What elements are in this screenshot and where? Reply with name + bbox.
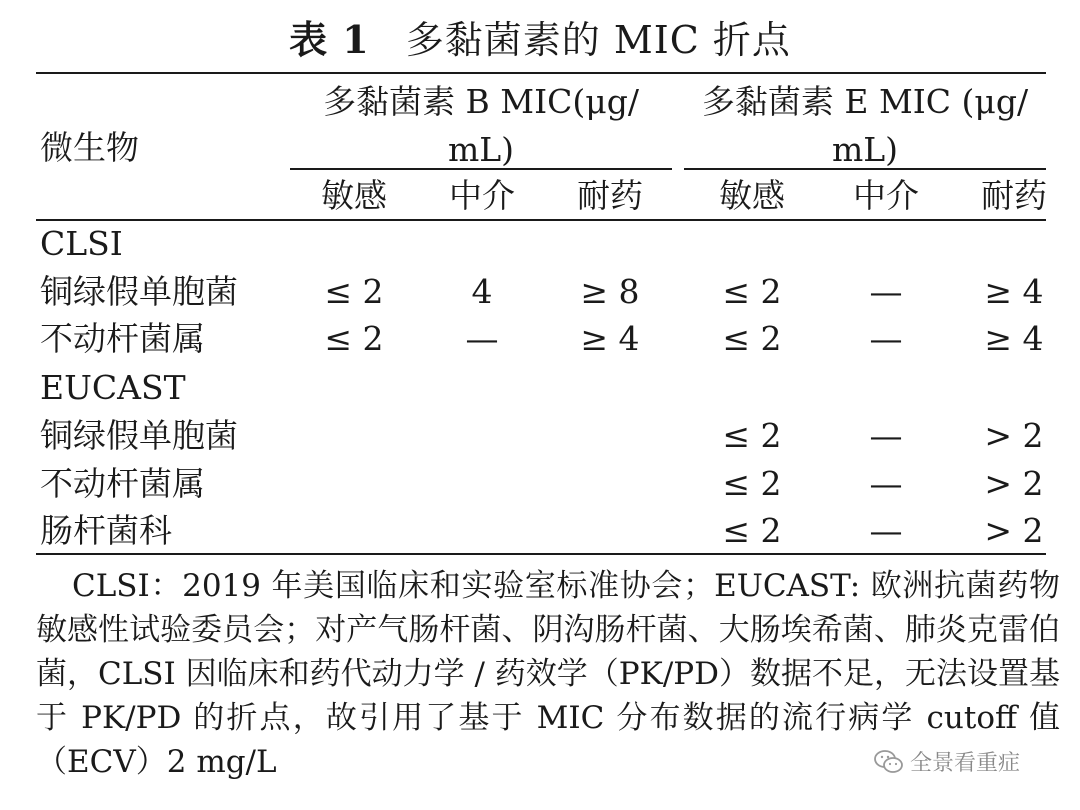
- cell: ≤ 2: [324, 272, 384, 311]
- row-name: 肠杆菌科: [40, 511, 172, 550]
- cell: ≤ 2: [722, 272, 782, 311]
- group-e-header-line2: mL): [831, 130, 899, 169]
- cell: ≤ 2: [722, 464, 782, 503]
- table-footnote: CLSI：2019 年美国临床和实验室标准协会；EUCAST: 欧洲抗菌药物敏感性试验委员会；对产气肠杆菌、阴沟肠杆菌、大肠埃希菌、肺炎克雷伯菌，CLSI 因临床和药代动力学 / 药效学（PK/PD）数据不足，无法设置基于 PK/PD 的折点，故引用了基于 MIC 分布数据的流行病学 cutoff 值（ECV）2 mg/L: [36, 568, 1060, 780]
- cell: ≤ 2: [722, 319, 782, 358]
- row-name: EUCAST: [40, 368, 186, 407]
- cell: —: [869, 464, 903, 503]
- row-name: 铜绿假单胞菌: [40, 272, 238, 311]
- sub-header-e-resistant: 耐药: [981, 176, 1047, 215]
- cell: —: [869, 319, 903, 358]
- sub-header-b-susceptible: 敏感: [321, 176, 387, 215]
- wechat-icon: [874, 749, 904, 775]
- top-rule: [36, 72, 1046, 74]
- row-name: CLSI: [40, 224, 123, 263]
- sub-header-b-intermediate: 中介: [449, 176, 515, 215]
- row-name: 不动杆菌属: [40, 464, 205, 503]
- group-e-header-line1: 多黏菌素 E MIC (μg/: [701, 82, 1029, 121]
- cell: > 2: [984, 416, 1044, 455]
- group-b-header-line1: 多黏菌素 B MIC(μg/: [323, 82, 639, 121]
- cell: ≥ 4: [984, 272, 1044, 311]
- table-label: 表 1: [289, 17, 370, 62]
- table-caption: 多黏菌素的 MIC 折点: [405, 18, 791, 62]
- watermark-text: 全景看重症: [910, 751, 1021, 776]
- cell: ≥ 4: [984, 319, 1044, 358]
- cell: —: [869, 416, 903, 455]
- sub-header-e-susceptible: 敏感: [719, 176, 785, 215]
- table-title: [0, 12, 1080, 68]
- cell: ≤ 2: [722, 511, 782, 550]
- organism-header: 微生物: [40, 128, 139, 167]
- cell: > 2: [984, 511, 1044, 550]
- group-b-header-line2: mL): [447, 130, 515, 169]
- row-name: 不动杆菌属: [40, 319, 205, 358]
- cell: ≥ 8: [580, 272, 640, 311]
- cell: 4: [471, 272, 493, 311]
- cell: —: [465, 319, 499, 358]
- sub-header-e-intermediate: 中介: [853, 176, 919, 215]
- cell: > 2: [984, 464, 1044, 503]
- watermark: [868, 744, 1026, 779]
- cell: ≤ 2: [324, 319, 384, 358]
- cell: ≥ 4: [580, 319, 640, 358]
- sub-header-b-resistant: 耐药: [577, 176, 643, 215]
- row-name: 铜绿假单胞菌: [40, 416, 238, 455]
- cell: ≤ 2: [722, 416, 782, 455]
- cell: —: [869, 272, 903, 311]
- cell: —: [869, 511, 903, 550]
